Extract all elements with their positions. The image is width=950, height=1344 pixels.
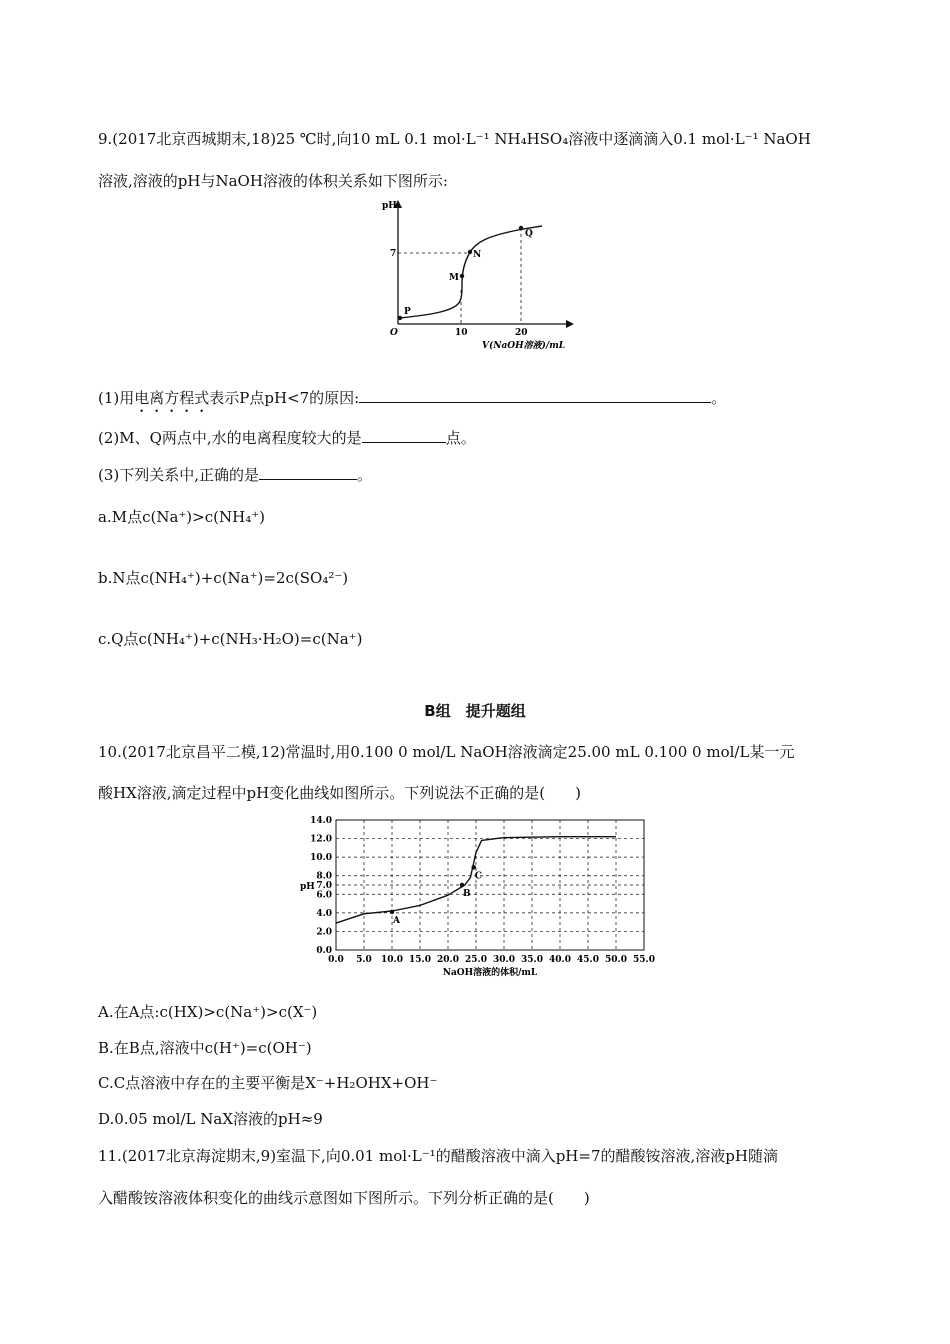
chart2-x-tick-label: 50.0 bbox=[605, 955, 627, 965]
chart1-point-n bbox=[468, 250, 472, 254]
q9-sub3 bbox=[98, 463, 372, 485]
q10-option-a: A.在A点:c(HX)>c(Na⁺)>c(X⁻) bbox=[98, 1003, 318, 1021]
q11-stem-line1: 11.(2017北京海淀期末,9)室温下,向0.01 mol·L⁻¹的醋酸溶液中滴入pH=7的醋酸铵溶液,溶液pH随滴 bbox=[98, 1147, 778, 1165]
chart1-label-xaxis: V(NaOH溶液)/mL bbox=[482, 341, 566, 351]
chart2-point-label-a: A bbox=[393, 915, 400, 926]
q9-sub2-text: (2)M、Q两点中,水的电离程度较大的是 bbox=[98, 429, 362, 447]
q9-option-c: c.Q点c(NH₄⁺)+c(NH₃·H₂O)=c(Na⁺) bbox=[98, 630, 363, 648]
chart1-label-x10: 10 bbox=[455, 328, 468, 338]
chart2-y-axis-label: pH bbox=[300, 882, 315, 892]
chart2-y-tick-label: 0.0 bbox=[316, 946, 332, 956]
q9-sub2-end: 点。 bbox=[445, 429, 476, 447]
chart2-x-tick-label: 0.0 bbox=[328, 955, 344, 965]
chart2-x-tick-label: 25.0 bbox=[465, 955, 487, 965]
q10-option-b: B.在B点,溶液中c(H⁺)=c(OH⁻) bbox=[98, 1039, 312, 1057]
chart2-y-tick-label: 2.0 bbox=[316, 927, 332, 938]
q9-sub1-answer-blank[interactable] bbox=[359, 386, 711, 403]
chart1-point-m bbox=[460, 274, 464, 278]
chart2-x-tick-label: 55.0 bbox=[633, 955, 655, 965]
chart1-label-origin: O bbox=[390, 328, 398, 338]
q10-option-d: D.0.05 mol/L NaX溶液的pH≈9 bbox=[98, 1110, 323, 1128]
chart1-x-arrow bbox=[566, 320, 574, 328]
chart2-point-c bbox=[471, 865, 476, 870]
q9-sub2 bbox=[98, 426, 476, 448]
chart1-point-q bbox=[519, 226, 523, 230]
chart2-point-a bbox=[390, 910, 395, 915]
q9-sub1 bbox=[98, 386, 726, 416]
chart2-x-axis-label: NaOH溶液的体积/mL bbox=[442, 968, 538, 978]
q9-option-a: a.M点c(Na⁺)>c(NH₄⁺) bbox=[98, 508, 265, 526]
chart2-x-tick-label: 5.0 bbox=[356, 955, 372, 965]
chart2-point-label-b: B bbox=[463, 889, 471, 899]
chart1-label-q: Q bbox=[525, 229, 533, 239]
chart1-label-y7: 7 bbox=[390, 249, 397, 259]
chart2-x-tick-label: 35.0 bbox=[521, 955, 543, 965]
chart1-label-p: P bbox=[404, 307, 411, 317]
chart2-y-tick-label: 10.0 bbox=[310, 853, 332, 864]
chart2-x-tick-label: 45.0 bbox=[577, 955, 599, 965]
chart1-label-m: M bbox=[449, 273, 459, 283]
chart2-x-tick-label: 30.0 bbox=[493, 955, 515, 965]
q9-option-b: b.N点c(NH₄⁺)+c(Na⁺)=2c(SO₄²⁻) bbox=[98, 569, 349, 587]
chart2-x-tick-label: 15.0 bbox=[409, 955, 431, 965]
q9-sub1-end: 。 bbox=[711, 389, 727, 407]
chart2-y-tick-label: 4.0 bbox=[316, 908, 332, 919]
q9-stem-line1: 9.(2017北京西城期末,18)25 ℃时,向10 mL 0.1 mol·L⁻¹ NH₄HSO₄溶液中逐滴滴入0.1 mol·L⁻¹ NaOH bbox=[98, 130, 811, 148]
ph-nh4hso4-chart bbox=[378, 196, 578, 356]
chart2-y-tick-label: 12.0 bbox=[310, 834, 332, 845]
q9-sub1-prefix: (1)用 bbox=[98, 389, 135, 407]
chart2-x-tick-label: 40.0 bbox=[549, 955, 571, 965]
q9-sub1-suffix: 表示P点pH<7的原因: bbox=[209, 389, 360, 407]
chart2-y-tick-label: 6.0 bbox=[316, 890, 332, 901]
q9-sub3-end: 。 bbox=[357, 466, 373, 484]
q10-stem-line1: 10.(2017北京昌平二模,12)常温时,用0.100 0 mol/L NaOH溶液滴定25.00 mL 0.100 0 mol/L某一元 bbox=[98, 743, 795, 761]
q9-sub3-text: (3)下列关系中,正确的是 bbox=[98, 466, 260, 484]
chart1-label-n: N bbox=[473, 250, 482, 260]
q9-sub1-emph: 电离方程式 bbox=[134, 389, 210, 407]
chart1-point-p bbox=[398, 316, 402, 320]
q9-sub3-answer-blank[interactable] bbox=[259, 463, 357, 480]
ph-titration-chart bbox=[296, 810, 666, 986]
chart2-y-tick-label: 14.0 bbox=[310, 816, 332, 826]
chart2-point-label-c: C bbox=[474, 871, 482, 882]
q10-stem-line2: 酸HX溶液,滴定过程中pH变化曲线如图所示。下列说法不正确的是( ) bbox=[98, 784, 581, 802]
chart1-label-x20: 20 bbox=[515, 328, 528, 338]
chart2-point-b bbox=[460, 883, 465, 888]
chart1-label-ph: pH bbox=[382, 201, 397, 211]
chart2-y-tick-label: 7.0 bbox=[316, 881, 332, 891]
group-b-heading: B组 提升题组 bbox=[424, 702, 526, 720]
q9-stem-line2: 溶液,溶液的pH与NaOH溶液的体积关系如下图所示: bbox=[98, 172, 448, 190]
chart2-y-tick-label: 8.0 bbox=[316, 871, 332, 882]
q11-stem-line2: 入醋酸铵溶液体积变化的曲线示意图如下图所示。下列分析正确的是( ) bbox=[98, 1189, 590, 1207]
q10-option-c: C.C点溶液中存在的主要平衡是X⁻+H₂OHX+OH⁻ bbox=[98, 1074, 438, 1092]
chart2-x-tick-label: 20.0 bbox=[437, 955, 459, 965]
chart2-x-tick-label: 10.0 bbox=[381, 955, 403, 965]
q9-sub2-answer-blank[interactable] bbox=[362, 426, 446, 443]
